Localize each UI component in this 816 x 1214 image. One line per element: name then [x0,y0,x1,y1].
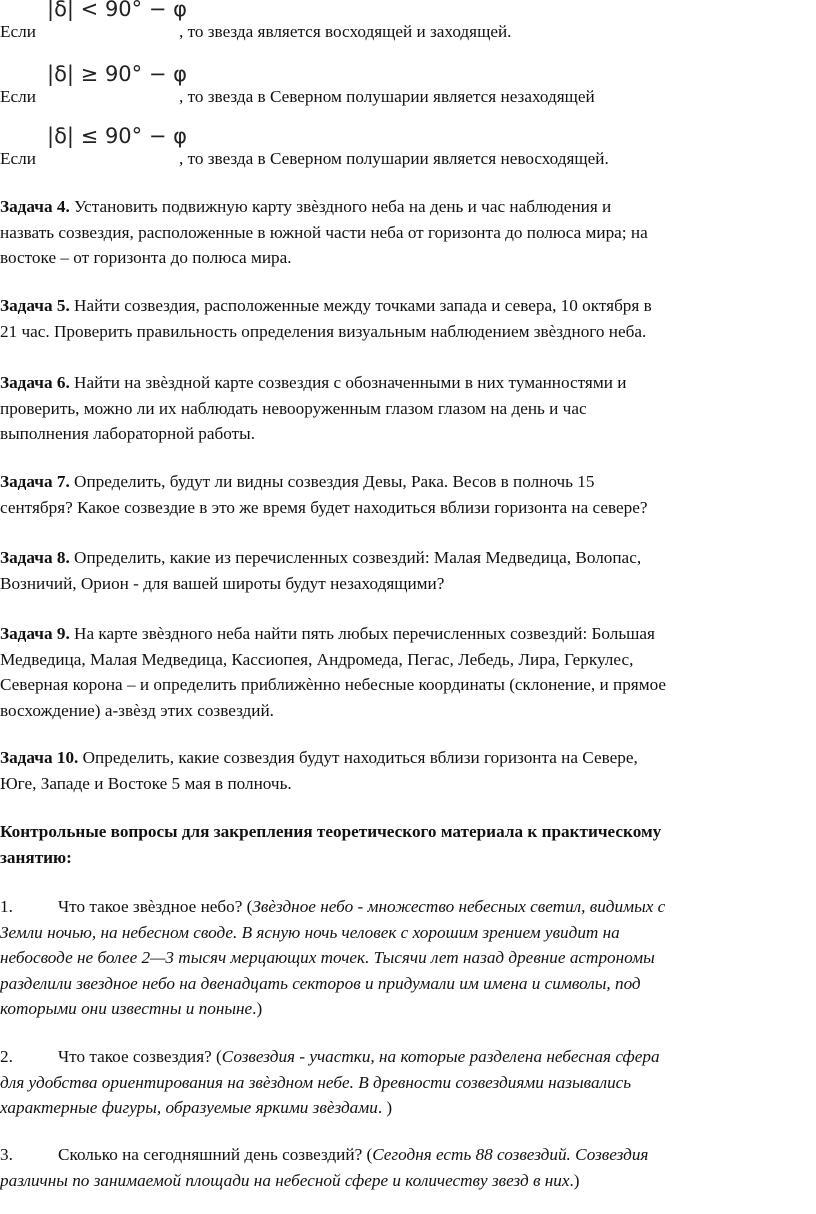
task-label: Задача 4. [0,197,70,216]
task-text: Установить подвижную карту звѐздного неба на день и час наблюдения и [74,197,612,216]
condition-line [0,0,512,45]
task-label: Задача 5. [0,296,70,315]
task-text: Определить, будут ли видны созвездия Девы, Рака. Весов в полночь 15 [74,472,595,491]
condition-prefix: Если [0,22,36,41]
question-text: Сколько на сегодняшний день созвездий? ( [58,1145,373,1164]
answer-text: для удобства ориентирования на звѐздном небе. В древности созвездиями назывались [0,1072,632,1092]
task-text: выполнения лабораторной работы. [0,424,256,443]
task-text: На карте звѐздного неба найти пять любых перечисленных созвездий: Большая [74,624,655,643]
task-text: Возничий, Орион - для вашей широты будут незаходящими? [0,573,445,593]
task-7 [0,469,812,520]
condition-prefix: Если [0,149,36,168]
question-number: 2. [0,1047,13,1066]
condition-prefix: Если [0,87,36,106]
task-text: назвать созвездия, расположенные в южной части неба от горизонта до полюса мира; на [0,222,648,242]
task-label: Задача 7. [0,472,70,491]
answer-text: Созвездия - участки, на которые разделена небесная сфера [221,1047,660,1066]
task-4 [0,194,812,271]
task-text: Найти созвездия, расположенные между точками запада и севера, 10 октября в [74,296,652,315]
question-text: Что такое звѐздное небо? ( [58,897,253,916]
task-5 [0,293,812,344]
answer-text: характерные фигуры, образуемые яркими звѐздами [0,1098,378,1117]
answer-text: которыми они известны и поныне [0,999,253,1018]
formula-image: |δ| ≤ 90° − φ [47,124,187,148]
task-text: Найти на звѐздной карте созвездия с обозначенными в них туманностями и [74,373,627,392]
task-label: Задача 8. [0,548,70,567]
task-text: проверить, можно ли их наблюдать невооруженным глазом глазом на день и час [0,398,587,418]
answer-closing: .) [569,1170,580,1190]
task-text: Северная корона – и определить приближѐнно небесные координаты (склонение, и прямое [0,675,667,694]
question-number: 1. [0,897,13,916]
question-1 [0,894,812,1022]
task-text: Определить, какие из перечисленных созвездий: Малая Медведица, Волопас, [74,548,642,567]
condition-text: , то звезда в Северном полушарии является невосходящей. [179,149,609,168]
answer-closing: . ) [377,1098,393,1117]
answer-text: Сегодня есть 88 созвездий. Созвездия [372,1145,649,1164]
question-2 [0,1044,812,1121]
answer-text: разделили звездное небо на двенадцать секторов и придумали им имена и символы, под [0,973,641,993]
task-text: Медведица, Малая Медведица, Кассиопея, Андромеда, Пегас, Лебедь, Лира, Геркулес, [0,649,634,669]
task-8 [0,545,812,596]
answer-text: небосводе не более 2—3 тысяч мерцающих точек. Тысячи лет назад древние астрономы [0,948,655,967]
task-text: 21 час. Проверить правильность определения визуальным наблюдением звѐздного неба. [0,321,647,341]
task-label: Задача 9. [0,624,70,643]
section-heading [0,819,812,870]
task-text: востоке – от горизонта до полюса мира. [0,248,292,267]
task-10 [0,745,812,796]
condition-line [0,124,609,172]
heading-line: Контрольные вопросы для закрепления теоретического материала к практическому [0,822,662,841]
task-9 [0,621,812,723]
task-label: Задача 10. [0,748,79,767]
task-text: сентября? Какое созвездие в это же время будет находиться вблизи горизонта на севере? [0,497,648,517]
answer-text: Звѐздное небо - множество небесных светил, видимых с [252,897,666,916]
condition-text: , то звезда является восходящей и заходящей. [179,22,512,41]
task-text: Определить, какие созвездия будут находиться вблизи горизонта на Севере, [82,748,638,767]
condition-text: , то звезда в Северном полушарии является незаходящей [179,87,595,106]
answer-text: Земли ночью, на небесном своде. В ясную ночь человек с хорошим зрением увидит на [0,922,620,942]
formula-image: |δ| < 90° − φ [47,0,187,21]
task-label: Задача 6. [0,373,70,392]
answer-text: различны по занимаемой площади на небесной сфере и количеству звезд в них [0,1170,570,1190]
heading-line: занятию: [0,847,72,867]
formula-image: |δ| ≥ 90° − φ [47,62,187,86]
task-text: восхождение) а-звѐзд этих созвездий. [0,700,274,720]
question-number: 3. [0,1145,13,1164]
task-6 [0,370,812,447]
question-3 [0,1142,812,1193]
answer-closing: .) [252,999,263,1018]
question-text: Что такое созвездия? ( [58,1047,222,1066]
condition-line [0,62,595,110]
task-text: Юге, Западе и Востоке 5 мая в полночь. [0,773,292,793]
